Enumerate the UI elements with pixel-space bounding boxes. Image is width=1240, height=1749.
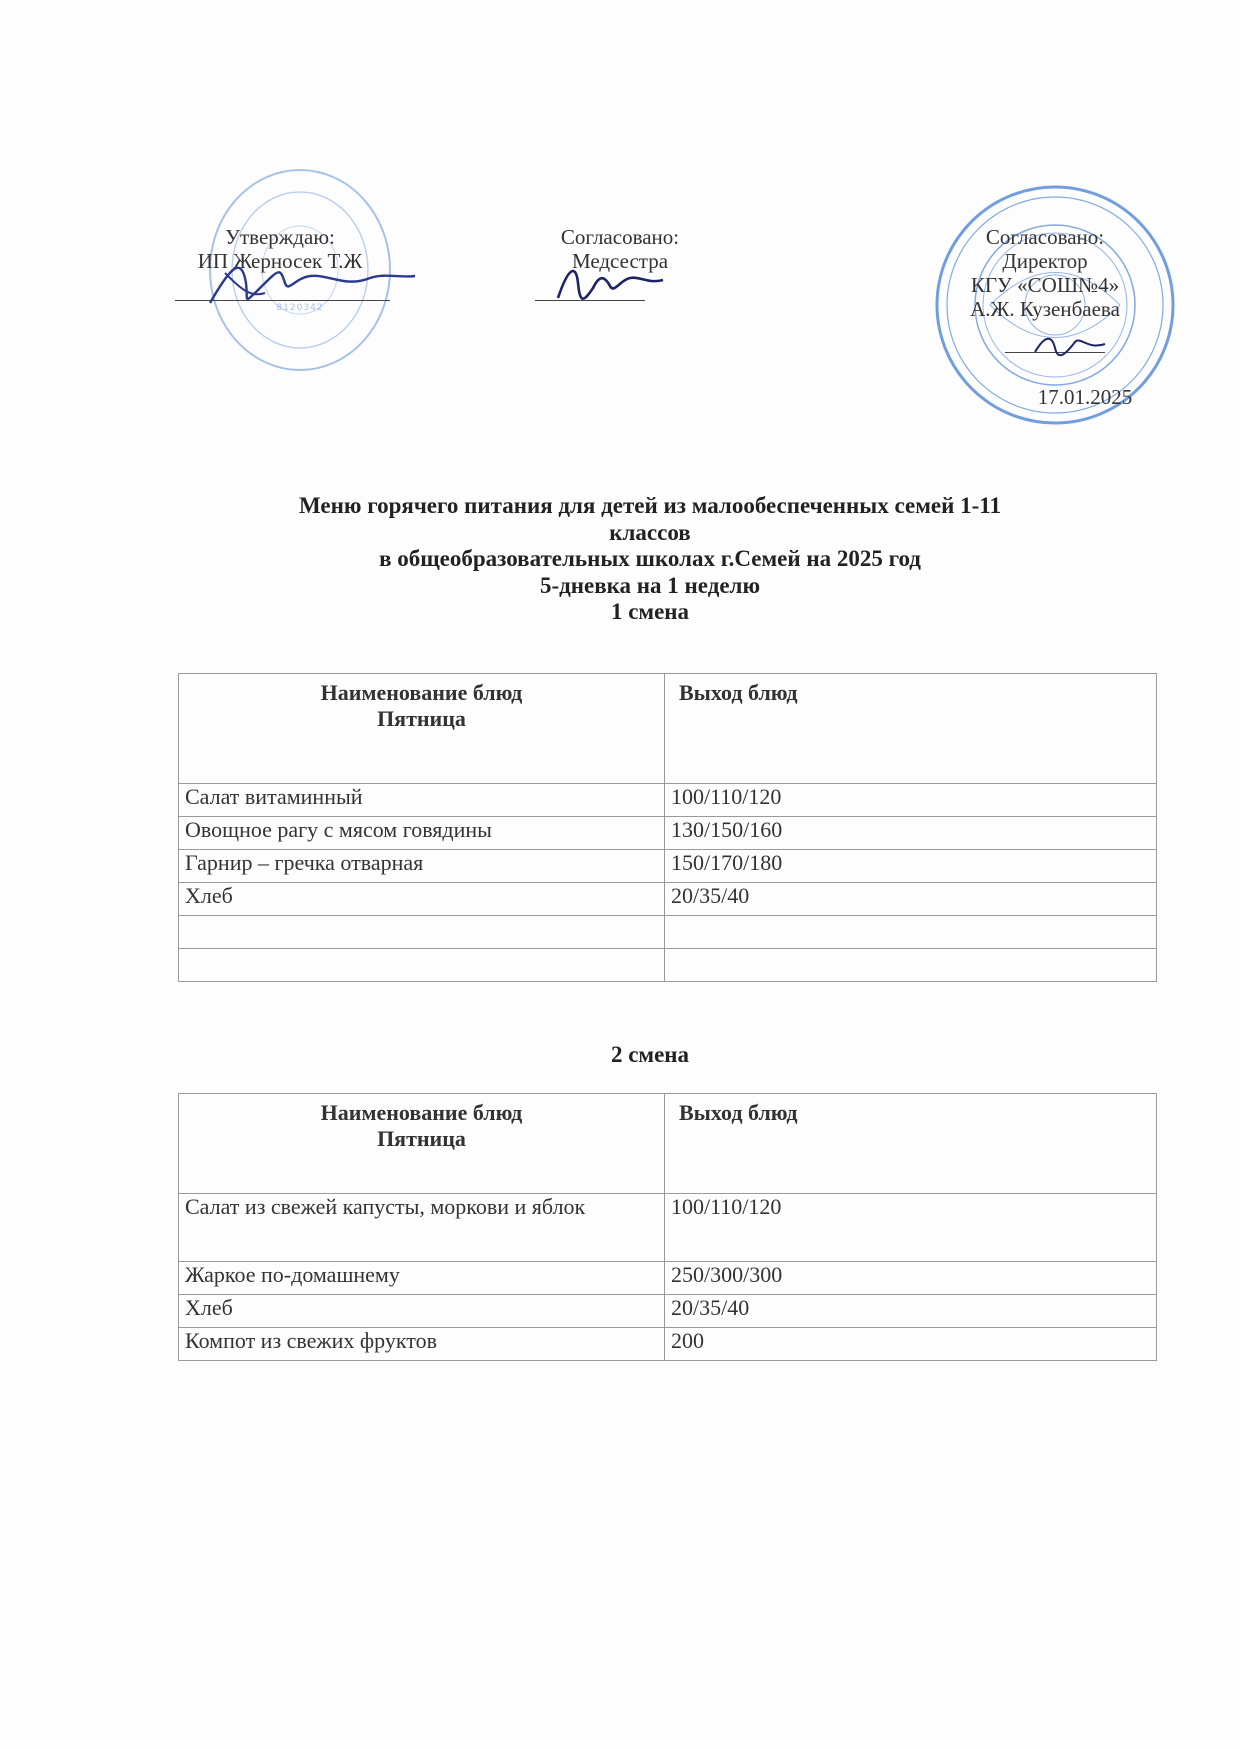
dish-name-cell: Компот из свежих фруктов [179,1328,665,1361]
dish-output-cell: 100/110/120 [665,784,1157,817]
header-day: Пятница [377,706,466,731]
table-row [179,916,1157,949]
dish-name-cell: Хлеб [179,1295,665,1328]
table-row [179,784,1157,817]
table-header-row [179,1094,1157,1194]
approval-right-position: Директор [1002,249,1088,273]
table-row [179,883,1157,916]
dish-name-cell: Овощное рагу с мясом говядины [179,817,665,850]
table-header-row [179,674,1157,784]
approval-date: 17.01.2025 [1037,385,1133,409]
shift-2-label: 2 смена [610,1042,690,1067]
approval-right [935,225,1155,321]
svg-text:8120342: 8120342 [276,303,324,313]
approval-middle-title: Согласовано: [560,225,680,249]
approval-right-title: Согласовано: [985,225,1105,249]
dish-name-cell: Салат из свежей капусты, моркови и яблок [179,1194,665,1262]
dish-output-cell: 100/110/120 [665,1194,1157,1262]
header-output: Выход блюд [665,1094,1157,1194]
title-line-3: в общеобразовательных школах г.Семей на 2025 год [379,546,921,571]
dish-name-cell: Жаркое по-домашнему [179,1262,665,1295]
document-title [170,493,1130,626]
header-output: Выход блюд [665,674,1157,784]
table-row [179,1295,1157,1328]
header-dish-name: Наименование блюд [320,680,523,705]
table-row [179,850,1157,883]
table-row [179,1262,1157,1295]
title-line-2: классов [609,519,691,545]
dish-output-cell: 250/300/300 [665,1262,1157,1295]
header-dish-name: Наименование блюд [320,1100,523,1125]
signature-middle-icon [548,258,668,308]
table-row [179,1328,1157,1361]
dish-name-cell: Хлеб [179,883,665,916]
menu-table-shift-1 [178,673,1157,982]
dish-name-cell [179,916,665,949]
table-row [179,949,1157,982]
dish-output-cell: 200 [665,1328,1157,1361]
dish-output-cell: 20/35/40 [665,1295,1157,1328]
approval-middle-signer: Медсестра [571,249,669,273]
title-line-1: Меню горячего питания для детей из малообеспеченных семей 1-11 [299,493,1001,518]
approval-right-organization: КГУ «СОШ№4» [970,273,1120,297]
signature-right-icon [1030,330,1110,360]
approval-left-signer: ИП Жерносек Т.Ж [197,249,363,273]
dish-output-cell [665,949,1157,982]
dish-name-cell: Салат витаминный [179,784,665,817]
menu-table-shift-2 [178,1093,1157,1361]
dish-output-cell: 130/150/160 [665,817,1157,850]
dish-name-cell: Гарнир – гречка отварная [179,850,665,883]
title-line-4: 5-дневка на 1 неделю [539,572,761,598]
header-dish-cell [179,1094,665,1194]
table-row [179,1194,1157,1262]
approval-left-title: Утверждаю: [225,225,335,249]
table-row [179,817,1157,850]
header-day: Пятница [377,1126,466,1151]
dish-output-cell [665,916,1157,949]
header-dish-cell [179,674,665,784]
dish-output-cell: 150/170/180 [665,850,1157,883]
shift-1-label: 1 смена [610,599,690,624]
signature-left-icon [170,248,420,318]
dish-output-cell: 20/35/40 [665,883,1157,916]
approval-right-signer: А.Ж. Кузенбаева [970,297,1120,321]
dish-name-cell [179,949,665,982]
